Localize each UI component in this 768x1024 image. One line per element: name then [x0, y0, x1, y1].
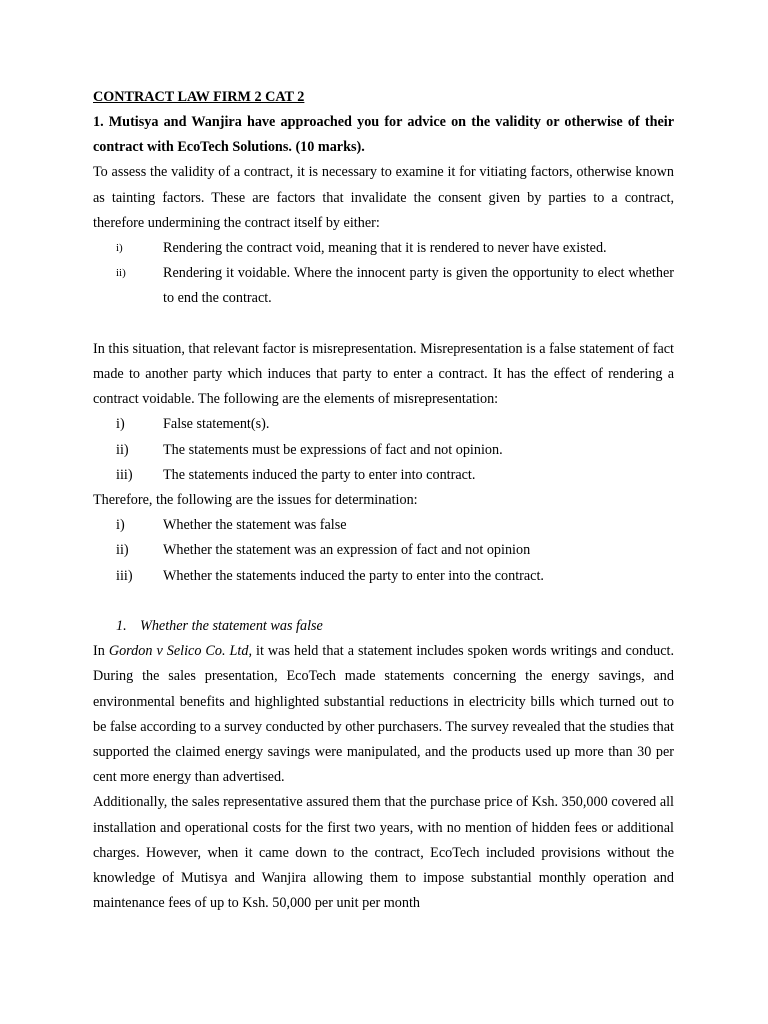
case-citation: Gordon v Selico Co. Ltd, — [108, 643, 253, 660]
list-item — [93, 438, 674, 463]
issues-list — [93, 513, 674, 589]
list-item — [93, 236, 674, 261]
spacer — [93, 312, 674, 337]
paragraph-text: it was held that a statement includes spoken words writings and conduct. During the sales presentation, EcoTech made statements concerning the energy savings, and environmental benefits and highlighted substantial reductions in electricity bills which turned out to be false according to a survey conducted by other purchasers. The survey revealed that the studies that supported the claimed energy savings were manipulated, and the products used up more than 30 per cent more energy than advertised. — [93, 643, 674, 786]
section-heading — [93, 614, 674, 639]
list-number: i) — [116, 517, 125, 534]
effects-list — [93, 236, 674, 312]
spacer — [93, 589, 674, 614]
section-title: Whether the statement was false — [140, 618, 323, 635]
section-paragraph: Additionally, the sales representative assured them that the purchase price of Ksh. 350,000 covered all installation and operational costs for the first two years, with no mention of hidden fees or additional charges. However, when it came down to the contract, EcoTech included provisions without the knowledge of Mutisya and Wanjira allowing them to impose substantial monthly operation and maintenance fees of up to Ksh. 50,000 per unit per month — [93, 794, 674, 912]
paragraph-prefix: In — [93, 643, 109, 660]
list-item — [93, 412, 674, 437]
list-text: False statement(s). — [163, 416, 270, 433]
issues-intro: Therefore, the following are the issues for determination: — [93, 492, 418, 509]
list-text: Rendering it voidable. Where the innocent party is given the opportunity to elect whether to end the contract. — [163, 265, 674, 307]
elements-list — [93, 412, 674, 488]
list-text: Whether the statements induced the party to enter into the contract. — [163, 567, 544, 584]
section-number: 1. — [116, 618, 127, 635]
list-text: The statements must be expressions of fact and not opinion. — [163, 441, 503, 458]
list-item — [93, 513, 674, 538]
list-text: Whether the statement was an expression of fact and not opinion — [163, 542, 531, 559]
list-number: iii) — [116, 567, 133, 584]
list-item — [93, 538, 674, 563]
list-number: iii) — [116, 466, 133, 483]
list-text: Rendering the contract void, meaning that it is rendered to never have existed. — [163, 240, 607, 257]
list-number: i) — [116, 242, 123, 255]
list-text: The statements induced the party to enter into contract. — [163, 466, 476, 483]
list-number: ii) — [116, 267, 126, 280]
misrepresentation-paragraph: In this situation, that relevant factor is misrepresentation. Misrepresentation is a false statement of fact made to another party which induces that party to enter a contract. It has the effect of rendering a contract voidable. The following are the elements of misrepresentation: — [93, 340, 674, 408]
list-number: ii) — [116, 441, 129, 458]
section-paragraph — [93, 639, 674, 790]
document-title: CONTRACT LAW FIRM 2 CAT 2 — [93, 89, 305, 105]
list-number: ii) — [116, 542, 129, 559]
document-body — [93, 85, 674, 916]
list-item — [93, 463, 674, 488]
question-heading: 1. Mutisya and Wanjira have approached you for advice on the validity or otherwise of their contract with EcoTech Solutions. (10 marks). — [93, 114, 674, 156]
list-item — [93, 564, 674, 589]
list-item — [93, 261, 674, 311]
list-number: i) — [116, 416, 125, 433]
intro-paragraph: To assess the validity of a contract, it is necessary to examine it for vitiating factors, otherwise known as tainting factors. These are factors that invalidate the consent given by parties to a contract, therefore undermining the contract itself by either: — [93, 164, 674, 231]
list-text: Whether the statement was false — [163, 517, 347, 534]
